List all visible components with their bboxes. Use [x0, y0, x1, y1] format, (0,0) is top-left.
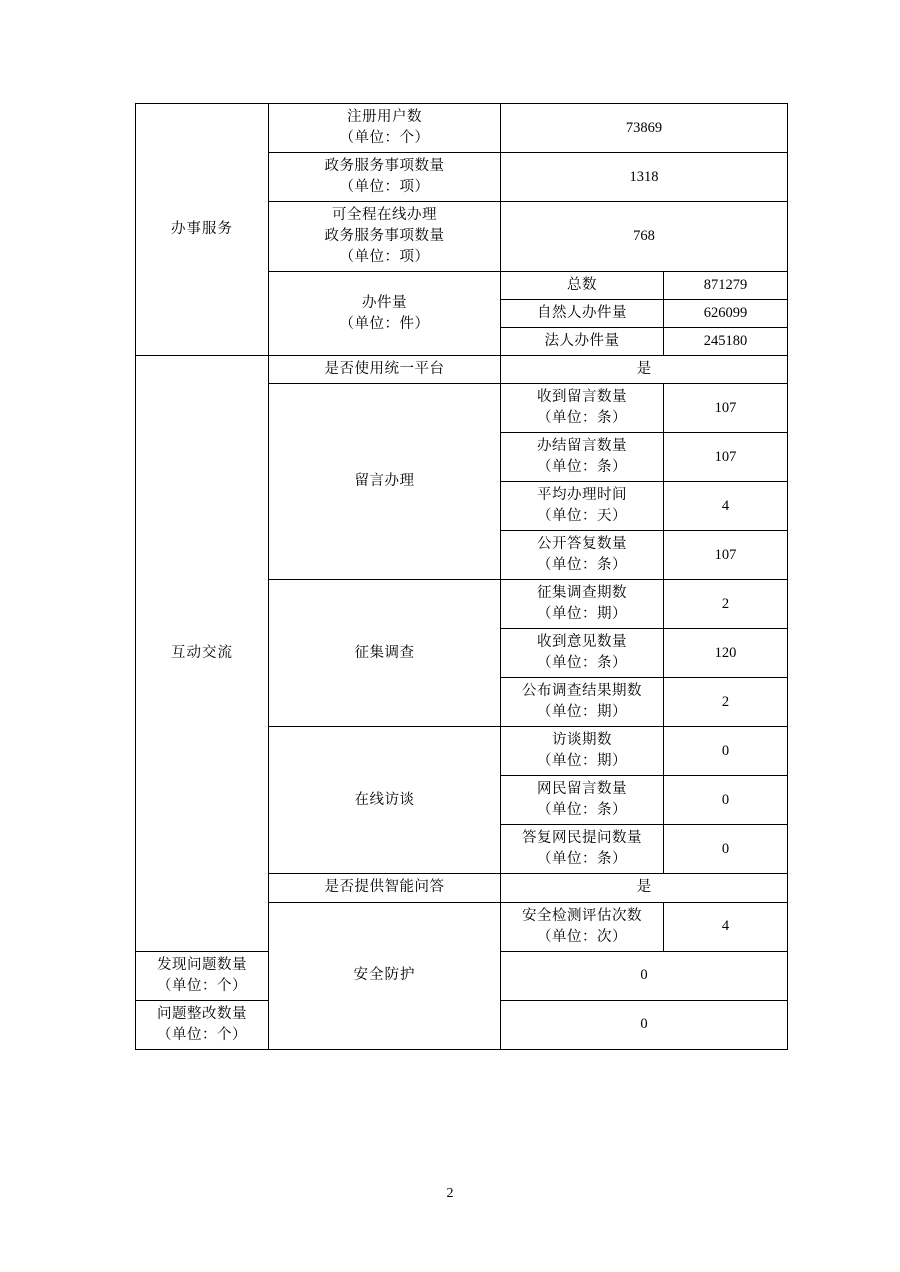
government-website-statistics-table: [135, 103, 788, 1050]
metric-unit-text: （单位：个）: [157, 977, 247, 994]
sub-metric-value-opinions-received: 120: [664, 629, 788, 678]
category-cell-interaction: 互动交流: [136, 356, 269, 951]
sub-metric-label-survey-count: [501, 580, 664, 629]
metric-label-message-handling: 留言办理: [269, 384, 501, 580]
sub-metric-unit-text: （单位：条）: [537, 655, 627, 672]
category-cell-security: 安全防护: [269, 902, 501, 1049]
metric-unit-text: （单位：项）: [339, 249, 430, 266]
sub-metric-unit-text: （单位：条）: [537, 557, 627, 574]
sub-metric-label-netizen-replies: [501, 825, 664, 874]
sub-metric-label-text: 网民留言数量: [537, 781, 627, 798]
sub-metric-label-text: 收到意见数量: [537, 634, 627, 651]
sub-metric-label-natural-person: 自然人办件量: [501, 300, 664, 328]
category-cell-service: 办事服务: [136, 104, 269, 356]
metric-label-registered-users: [269, 104, 501, 153]
sub-metric-value-netizen-replies: 0: [664, 825, 788, 874]
report-table-container: [135, 103, 787, 1050]
sub-metric-unit-text: （单位：条）: [537, 410, 627, 427]
sub-metric-label-public-replies: [501, 531, 664, 580]
metric-value-unified-platform: 是: [501, 356, 788, 384]
sub-metric-label-text: 收到留言数量: [537, 389, 627, 406]
sub-metric-unit-text: （单位：期）: [537, 606, 627, 623]
metric-label-text: 问题整改数量: [157, 1005, 247, 1022]
sub-metric-unit-text: （单位：条）: [537, 459, 627, 476]
sub-metric-value-messages-resolved: 107: [664, 433, 788, 482]
sub-metric-value-interview-count: 0: [664, 727, 788, 776]
sub-metric-unit-text: （单位：天）: [537, 508, 627, 525]
sub-metric-label-netizen-messages: [501, 776, 664, 825]
sub-metric-value-total: 871279: [664, 272, 788, 300]
sub-metric-value-messages-received: 107: [664, 384, 788, 433]
metric-label-smart-qa: 是否提供智能问答: [269, 874, 501, 902]
metric-label-handled-volume: [269, 272, 501, 356]
sub-metric-label-text: 征集调查期数: [537, 585, 627, 602]
metric-label-issues-fixed: [136, 1000, 269, 1049]
table-row: [136, 104, 788, 153]
metric-value-service-items: 1318: [501, 153, 788, 202]
sub-metric-label-average-time: [501, 482, 664, 531]
metric-label-online-service-items: [269, 202, 501, 272]
metric-unit-text: （单位：件）: [339, 315, 430, 332]
sub-metric-value-public-replies: 107: [664, 531, 788, 580]
metric-label-text: 注册用户数: [347, 109, 422, 125]
metric-value-online-service-items: 768: [501, 202, 788, 272]
page-number: 2: [446, 1186, 454, 1201]
metric-label-text: 可全程在线办理: [332, 207, 437, 224]
metric-label-online-interview: 在线访谈: [269, 727, 501, 874]
sub-metric-label-opinions-received: [501, 629, 664, 678]
sub-metric-unit-text: （单位：期）: [537, 704, 627, 721]
sub-metric-value-average-time: 4: [664, 482, 788, 531]
sub-metric-label-legal-person: 法人办件量: [501, 328, 664, 356]
sub-metric-unit-text: （单位：条）: [537, 851, 627, 868]
metric-label-text: 办件量: [362, 294, 407, 311]
metric-label-text-2: 政务服务事项数量: [324, 228, 445, 245]
metric-label-unified-platform: 是否使用统一平台: [269, 356, 501, 384]
sub-metric-unit-text: （单位：条）: [537, 802, 627, 819]
metric-label-text: 发现问题数量: [157, 956, 247, 973]
sub-metric-label-text: 访谈期数: [552, 732, 612, 749]
sub-metric-value-natural-person: 626099: [664, 300, 788, 328]
sub-metric-label-text: 平均办理时间: [537, 487, 627, 504]
metric-label-service-items: [269, 153, 501, 202]
metric-unit-text: （单位：次）: [537, 928, 627, 945]
sub-metric-label-text: 答复网民提问数量: [522, 830, 642, 847]
sub-metric-label-messages-resolved: [501, 433, 664, 482]
sub-metric-label-text: 办结留言数量: [537, 438, 627, 455]
sub-metric-label-text: 公布调查结果期数: [522, 683, 642, 700]
metric-value-issues-fixed: 0: [501, 1000, 788, 1049]
sub-metric-label-published-results: [501, 678, 664, 727]
metric-unit-text: （单位：个）: [339, 130, 430, 147]
metric-value-security-assessments: 4: [664, 902, 788, 951]
metric-label-security-assessments: [501, 902, 664, 951]
sub-metric-value-survey-count: 2: [664, 580, 788, 629]
metric-value-issues-found: 0: [501, 951, 788, 1000]
metric-label-text: 政务服务事项数量: [324, 158, 445, 175]
sub-metric-label-text: 公开答复数量: [537, 536, 627, 553]
metric-value-smart-qa: 是: [501, 874, 788, 902]
sub-metric-label-total: 总数: [501, 272, 664, 300]
metric-unit-text: （单位：个）: [157, 1026, 247, 1043]
metric-label-survey: 征集调查: [269, 580, 501, 727]
sub-metric-label-interview-count: [501, 727, 664, 776]
table-row: [136, 356, 788, 384]
metric-value-registered-users: 73869: [501, 104, 788, 153]
metric-label-issues-found: [136, 951, 269, 1000]
metric-label-text: 安全检测评估次数: [522, 907, 642, 924]
sub-metric-value-published-results: 2: [664, 678, 788, 727]
sub-metric-value-legal-person: 245180: [664, 328, 788, 356]
sub-metric-label-messages-received: [501, 384, 664, 433]
metric-unit-text: （单位：项）: [339, 179, 430, 196]
sub-metric-value-netizen-messages: 0: [664, 776, 788, 825]
sub-metric-unit-text: （单位：期）: [537, 753, 627, 770]
